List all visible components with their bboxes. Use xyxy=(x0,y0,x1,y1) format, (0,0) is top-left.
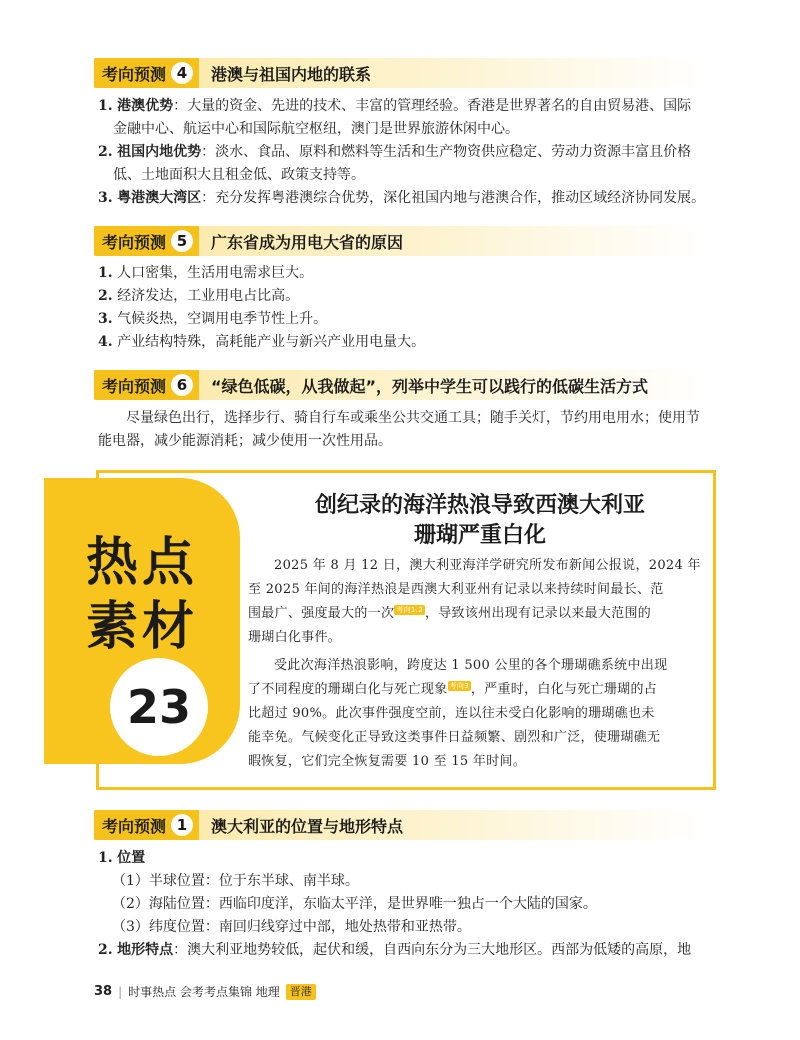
article-title-line-2: 珊瑚严重白化 xyxy=(413,523,546,548)
section-number: 5 xyxy=(171,230,193,252)
article-text-line: 2025 年 8 月 12 日，澳大利亚海洋学研究所发布新闻公报说，2024 年 xyxy=(274,558,701,573)
item-text: 低、土地面积大且租金低、政策支持等。 xyxy=(113,167,365,183)
item-key: 港澳优势 xyxy=(117,98,174,114)
text-line xyxy=(98,263,313,283)
section-title: 港澳与祖国内地的联系 xyxy=(211,64,372,84)
item-number: 1. xyxy=(98,98,113,114)
exam-point-mark: 考向1.2 xyxy=(396,605,423,614)
text-line xyxy=(98,848,145,868)
page-footer xyxy=(94,984,316,1000)
article-text-line: 珊瑚白化事件。 xyxy=(248,630,342,645)
hot-material-word-1: 热点 xyxy=(85,533,198,593)
section-title: 广东省成为用电大省的原因 xyxy=(211,232,404,252)
item-text: 尽量绿色出行，选择步行、骑自行车或乘坐公共交通工具；随手关灯，节约用电用水；使用节 xyxy=(126,410,700,426)
item-text: 气候炎热，空调用电季节性上升。 xyxy=(117,311,328,327)
exam-point-mark: 考向3 xyxy=(449,681,469,690)
section-title: 澳大利亚的位置与地形特点 xyxy=(211,816,404,836)
item-text: 金融中心、航运中心和国际航空枢纽，澳门是世界旅游休闲中心。 xyxy=(113,121,519,137)
text-line: （2）海陆位置：西临印度洋，东临太平洋，是世界唯一独占一个大陆的国家。 xyxy=(112,896,597,912)
section-tag-label: 考向预测 xyxy=(102,816,167,836)
article-text-segment: ，严重时，白化与死亡珊瑚的占 xyxy=(470,682,658,697)
item-text: 能电器，减少能源消耗；减少使用一次性用品。 xyxy=(98,433,392,449)
article-text-line: 比超过 90%。此次事件强度空前，连以往未受白化影响的珊瑚礁也未 xyxy=(248,706,655,721)
section-header-1 xyxy=(94,810,706,840)
item-key: 粤港澳大湾区 xyxy=(117,190,202,206)
hot-material-word-2: 素材 xyxy=(85,597,198,657)
series-title: 时事热点 会考考点集锦 地理 xyxy=(128,985,280,999)
item-number: 2. xyxy=(98,942,113,958)
article-text-line: 暇恢复，它们完全恢复需要 10 至 15 年时间。 xyxy=(248,754,527,769)
article-text-segment: ，导致该州出现有记录以来最大范围的 xyxy=(424,606,652,621)
text-line xyxy=(98,940,691,960)
text-line xyxy=(98,96,691,116)
text-line xyxy=(98,309,327,329)
text-line xyxy=(98,431,392,451)
section-tag xyxy=(94,810,199,840)
item-number: 1. xyxy=(98,265,113,281)
item-key: 位置 xyxy=(117,850,146,866)
item-number: 1. xyxy=(98,850,113,866)
section-number: 6 xyxy=(171,374,193,396)
item-number: 4. xyxy=(98,334,113,350)
item-key: 祖国内地优势 xyxy=(117,144,202,160)
article-text-segment: 了不同程度的珊瑚白化与死亡现象 xyxy=(248,682,448,697)
text-line xyxy=(113,119,519,139)
item-number: 3. xyxy=(98,190,113,206)
section-number: 4 xyxy=(171,62,193,84)
article-title-line-1: 创纪录的海洋热浪导致西澳大利亚 xyxy=(314,493,645,518)
item-text: ：大量的资金、先进的技术、丰富的管理经验。香港是世界著名的自由贸易港、国际 xyxy=(173,98,692,114)
section-number: 1 xyxy=(171,814,193,836)
page-number: 38 xyxy=(94,984,113,999)
item-text: 产业结构特殊，高耗能产业与新兴产业用电量大。 xyxy=(117,334,426,350)
edition-badge: 晋港 xyxy=(286,984,316,1000)
item-text: 经济发达，工业用电占比高。 xyxy=(117,288,300,304)
article-text-line xyxy=(248,604,651,624)
hot-material-number: 23 xyxy=(110,658,208,756)
item-text: ：充分发挥粤港澳综合优势，深化祖国内地与港澳合作，推动区域经济协同发展。 xyxy=(201,190,706,206)
section-title: “绿色低碳，从我做起”，列举中学生可以践行的低碳生活方式 xyxy=(211,376,649,396)
text-line: （3）纬度位置：南回归线穿过中部，地处热带和亚热带。 xyxy=(112,919,471,935)
item-number: 3. xyxy=(98,311,113,327)
section-header-5 xyxy=(94,226,706,256)
item-text: ：澳大利亚地势较低，起伏和缓，自西向东分为三大地形区。西部为低矮的高原，地 xyxy=(173,942,692,958)
text-line xyxy=(98,142,691,162)
item-number: 2. xyxy=(98,288,113,304)
section-tag-label: 考向预测 xyxy=(102,64,167,84)
section-tag xyxy=(94,226,199,256)
text-line xyxy=(98,188,705,208)
section-header-6 xyxy=(94,370,706,400)
article-text-line xyxy=(248,680,657,700)
item-number: 2. xyxy=(98,144,113,160)
section-tag-label: 考向预测 xyxy=(102,232,167,252)
article-text-line: 至 2025 年间的海洋热浪是西澳大利亚州有记录以来持续时间最长、范 xyxy=(248,582,664,597)
text-line xyxy=(126,408,700,428)
text-line xyxy=(98,332,425,352)
item-text: ：淡水、食品、原料和燃料等生活和生产物资供应稳定、劳动力资源丰富且价格 xyxy=(201,144,692,160)
footer-divider: | xyxy=(118,985,123,999)
article-text-line: 受此次海洋热浪影响，跨度达 1 500 公里的各个珊瑚礁系统中出现 xyxy=(274,658,668,673)
item-text: 人口密集，生活用电需求巨大。 xyxy=(117,265,314,281)
text-line: （1）半球位置：位于东半球、南半球。 xyxy=(112,873,359,889)
section-tag-label: 考向预测 xyxy=(102,376,167,396)
text-line xyxy=(98,286,299,306)
item-key: 地形特点 xyxy=(117,942,174,958)
article-text-line: 能幸免。气候变化正导致这类事件日益频繁、剧烈和广泛，使珊瑚礁无 xyxy=(248,730,661,745)
text-line xyxy=(113,165,365,185)
article-text-segment: 围最广、强度最大的一次 xyxy=(248,606,395,621)
section-header-4 xyxy=(94,58,706,88)
section-tag xyxy=(94,58,199,88)
section-tag xyxy=(94,370,199,400)
